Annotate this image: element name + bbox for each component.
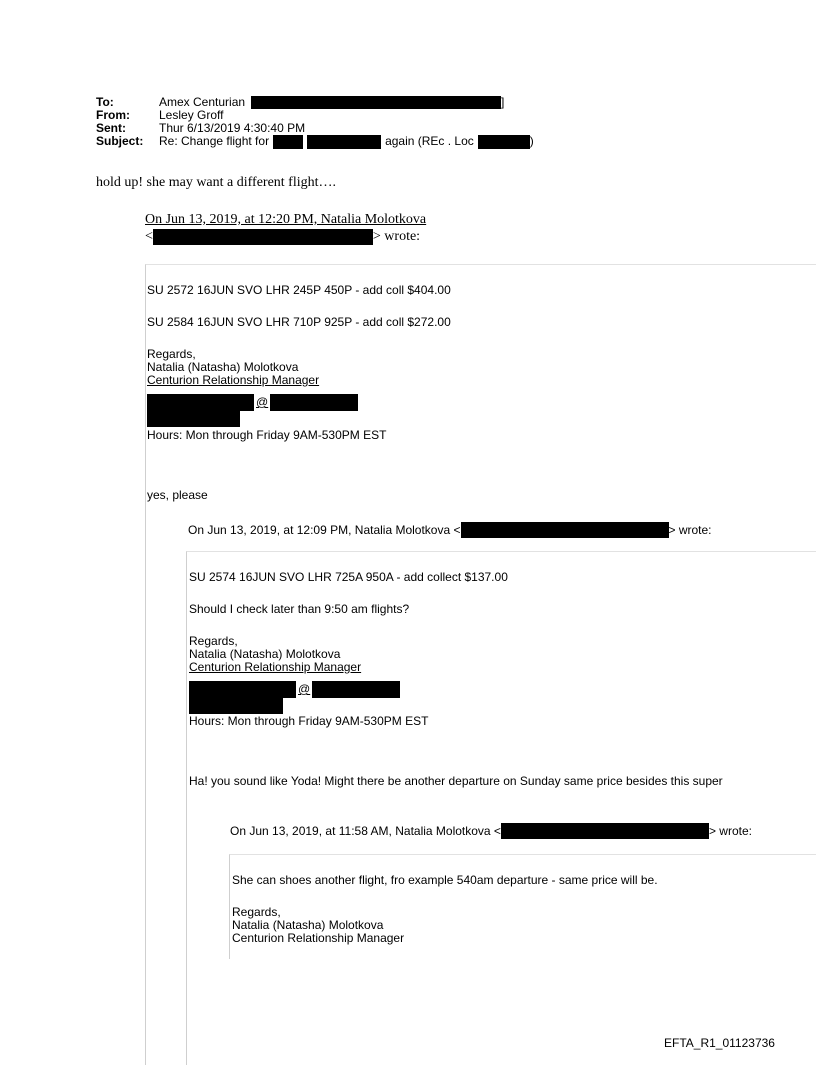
redaction-bar <box>270 394 358 411</box>
redaction-bar <box>147 394 254 411</box>
quote2-attr-prefix: On Jun 13, 2019, at 12:09 PM, Natalia Molotkova < <box>188 522 461 537</box>
subject-mid: again (REc . Loc <box>385 134 474 148</box>
redaction-bar <box>147 411 240 427</box>
redaction-bar <box>478 135 530 149</box>
subject-label: Subject: <box>96 134 144 148</box>
redaction-bar <box>153 229 373 245</box>
document-id: EFTA_R1_01123736 <box>664 1036 775 1050</box>
quote3-attribution <box>230 823 752 839</box>
to-value: Amex Centurian <box>159 95 246 109</box>
sent-label: Sent: <box>96 121 126 135</box>
redaction-bar <box>273 135 303 149</box>
quote1-at: @ <box>256 395 269 409</box>
quote1-reply: yes, please <box>147 488 208 502</box>
quote2-reply: Ha! you sound like Yoda! Might there be another departure on Sunday same price besides this super <box>189 774 723 788</box>
quote1-line2: SU 2584 16JUN SVO LHR 710P 925P - add coll $272.00 <box>147 315 451 329</box>
from-label: From: <box>96 108 130 122</box>
quote1-hours: Hours: Mon through Friday 9AM-530PM EST <box>147 428 387 442</box>
quote3-attr-wrote: > wrote: <box>708 823 752 838</box>
quote2-question: Should I check later than 9:50 am flights? <box>189 602 410 616</box>
quote1-sig-regards: Regards, <box>147 347 196 361</box>
redaction-bar <box>461 522 669 538</box>
quote2-hours: Hours: Mon through Friday 9AM-530PM EST <box>189 714 429 728</box>
quote3-sig-regards: Regards, <box>232 905 281 919</box>
quote1-sig-title: Centurion Relationship Manager <box>147 373 320 387</box>
redaction-bar <box>189 681 296 698</box>
from-value: Lesley Groff <box>159 108 224 122</box>
quote2-attr-wrote: > wrote: <box>668 522 712 537</box>
redaction-bar <box>312 681 400 698</box>
email-header <box>96 96 534 148</box>
subject-prefix: Re: Change flight for <box>159 134 270 148</box>
quote1-line1: SU 2572 16JUN SVO LHR 245P 450P - add coll $404.00 <box>147 283 451 297</box>
quote3-attr-prefix: On Jun 13, 2019, at 11:58 AM, Natalia Molotkova < <box>230 823 501 838</box>
quote2-sig-title: Centurion Relationship Manager <box>189 660 362 674</box>
sent-value: Thur 6/13/2019 4:30:40 PM <box>159 121 306 135</box>
to-suffix: ] <box>501 95 505 109</box>
quote2-attribution <box>188 522 712 538</box>
quote3-sig-name: Natalia (Natasha) Molotkova <box>232 918 384 932</box>
subject-row <box>96 135 534 148</box>
quote1-attr-lt: < <box>145 229 153 244</box>
quote1-sig-name: Natalia (Natasha) Molotkova <box>147 360 299 374</box>
quote1-attr-wrote: > wrote: <box>372 229 421 244</box>
quote3-line1: She can shoes another flight, fro example 540am departure - same price will be. <box>232 873 658 887</box>
to-label: To: <box>96 95 114 109</box>
redaction-bar <box>189 698 283 714</box>
intro-text: hold up! she may want a different flight…. <box>96 175 337 190</box>
redaction-bar <box>307 135 381 149</box>
quote1-attribution <box>145 211 426 245</box>
quote2-sig-regards: Regards, <box>189 634 238 648</box>
quote1-attr-line1: On Jun 13, 2019, at 12:20 PM, Natalia Molotkova <box>145 212 427 227</box>
quote3-sig-title: Centurion Relationship Manager <box>232 931 405 945</box>
subject-suffix: ) <box>529 134 534 148</box>
quote2-box <box>186 551 816 1065</box>
quote2-sig-name: Natalia (Natasha) Molotkova <box>189 647 341 661</box>
redaction-bar <box>501 823 709 839</box>
redaction-bar <box>251 96 501 109</box>
quote2-at: @ <box>298 682 311 696</box>
quote2-line1: SU 2574 16JUN SVO LHR 725A 950A - add collect $137.00 <box>189 570 508 584</box>
